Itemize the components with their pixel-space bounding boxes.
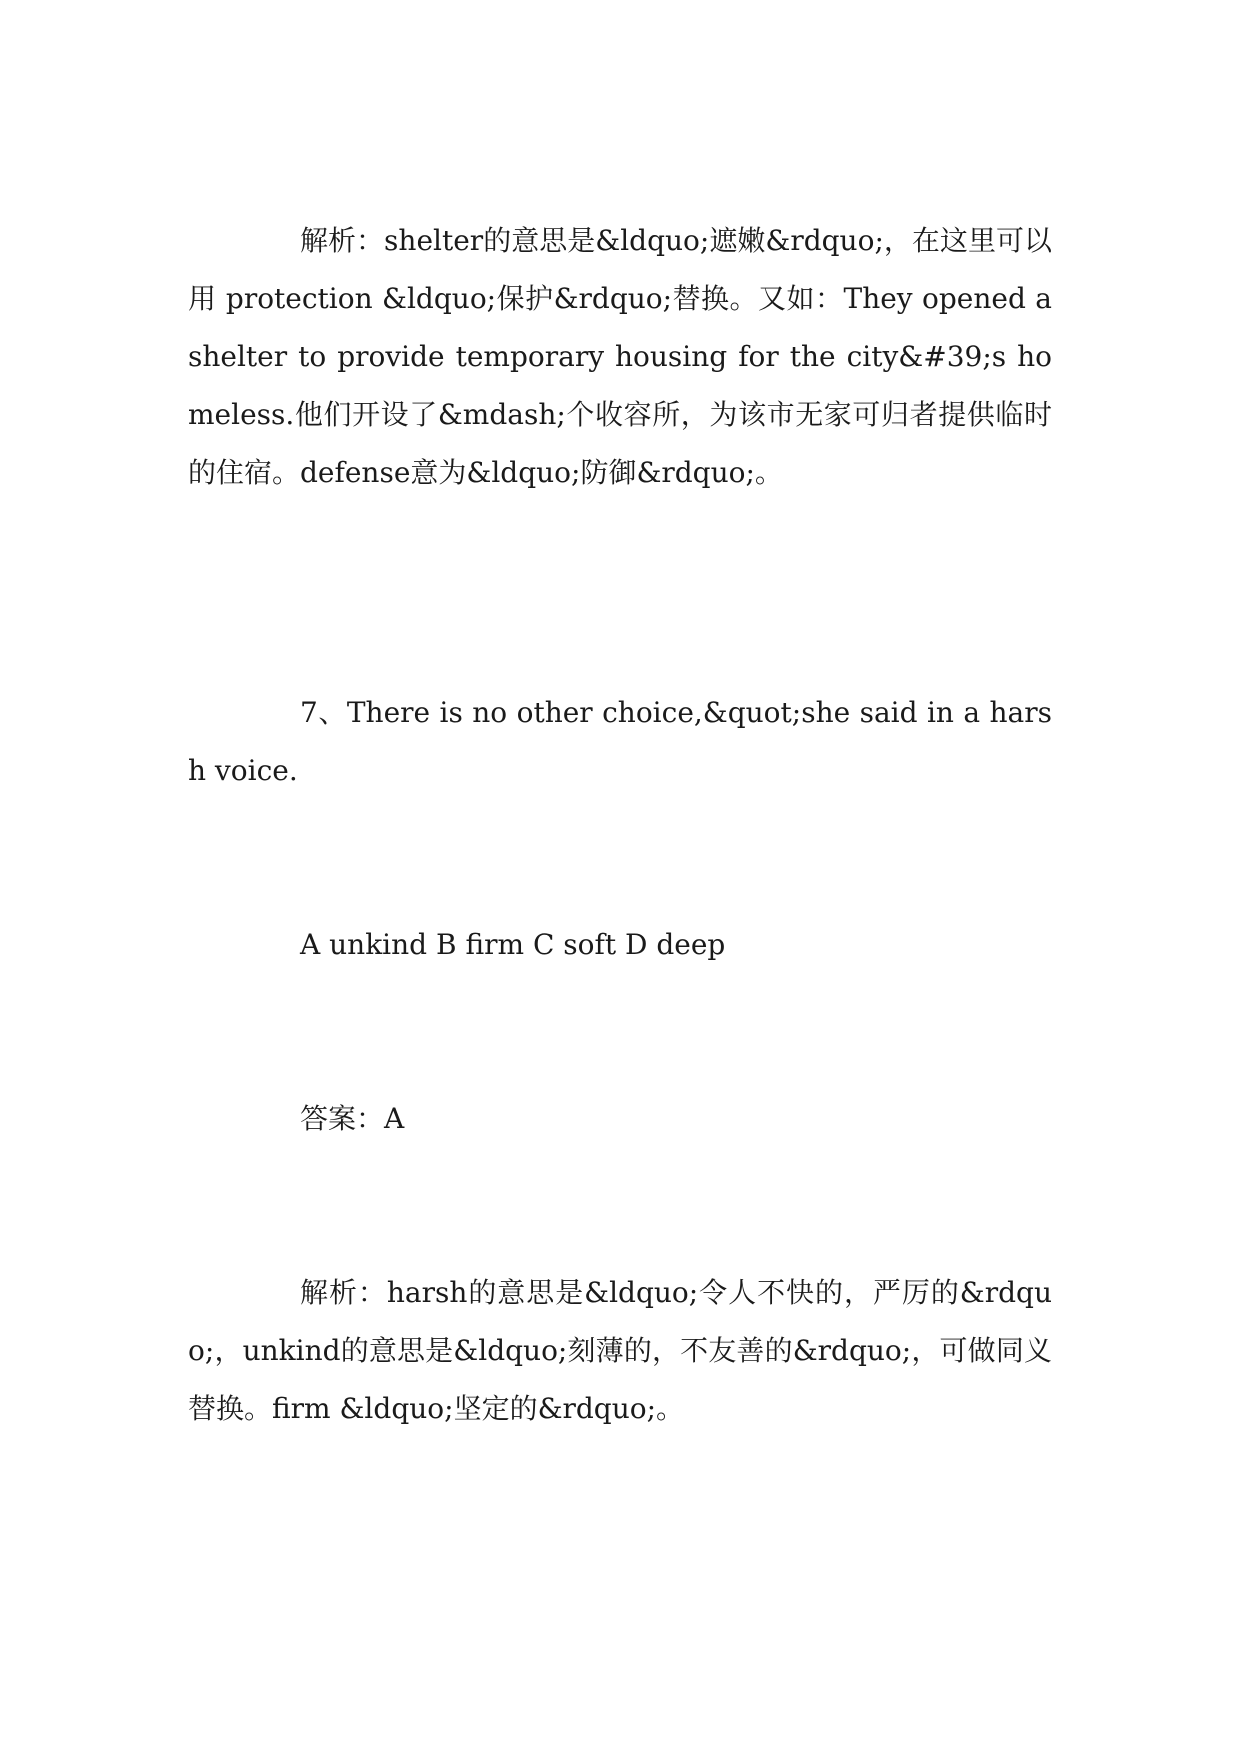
question-7-answer: 答案：A: [300, 1102, 405, 1135]
explanation-paragraph-harsh: 解析：harsh的意思是&ldquo;令人不快的，严厉的&rdquo;，unkind的意思是&ldquo;刻薄的，不友善的&rdquo;，可做同义替换。firm &ldquo;坚定的&rdquo;。: [188, 1276, 1052, 1425]
question-7-options: A unkind B firm C soft D deep: [300, 928, 726, 961]
question-7-text: 7、There is no other choice,&quot;she said in a harsh voice.: [188, 696, 1052, 787]
explanation-paragraph-shelter: 解析：shelter的意思是&ldquo;遮嫩&rdquo;，在这里可以用 protection &ldquo;保护&rdquo;替换。又如：They opened a shelter to provide temporary housing for the city&#39;s homeless.他们开设了&mdash;个收容所，为该市无家可归者提供临时的住宿。defense意为&ldquo;防御&rdquo;。: [188, 224, 1052, 489]
